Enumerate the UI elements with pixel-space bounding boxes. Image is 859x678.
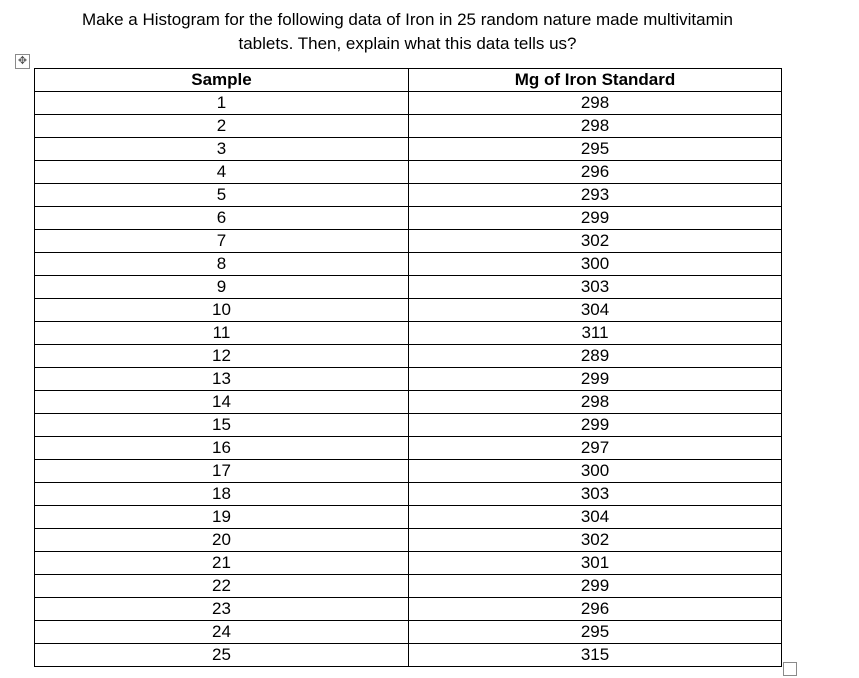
iron-value-cell[interactable]: 304 <box>409 506 782 529</box>
iron-value-cell[interactable]: 298 <box>409 391 782 414</box>
table-header-row <box>35 69 782 92</box>
table-row <box>35 161 782 184</box>
table-row <box>35 345 782 368</box>
sample-cell[interactable]: 11 <box>35 322 409 345</box>
sample-cell[interactable]: 14 <box>35 391 409 414</box>
sample-cell[interactable]: 22 <box>35 575 409 598</box>
table-row <box>35 552 782 575</box>
table-row <box>35 253 782 276</box>
iron-value-cell[interactable]: 315 <box>409 644 782 667</box>
table-row <box>35 575 782 598</box>
iron-value-cell[interactable]: 293 <box>409 184 782 207</box>
sample-cell[interactable]: 12 <box>35 345 409 368</box>
table-resize-icon[interactable] <box>783 662 797 676</box>
table-row <box>35 115 782 138</box>
table-row <box>35 644 782 667</box>
question-prompt <box>34 8 781 56</box>
iron-value-cell[interactable]: 296 <box>409 598 782 621</box>
iron-value-cell[interactable]: 295 <box>409 138 782 161</box>
sample-cell[interactable]: 9 <box>35 276 409 299</box>
sample-cell[interactable]: 18 <box>35 483 409 506</box>
iron-value-cell[interactable]: 299 <box>409 368 782 391</box>
iron-value-cell[interactable]: 299 <box>409 575 782 598</box>
sample-cell[interactable]: 20 <box>35 529 409 552</box>
iron-value-cell[interactable]: 299 <box>409 414 782 437</box>
table-row <box>35 621 782 644</box>
table-row <box>35 184 782 207</box>
sample-cell[interactable]: 19 <box>35 506 409 529</box>
table-row <box>35 506 782 529</box>
table-row <box>35 437 782 460</box>
table-row <box>35 207 782 230</box>
table-row <box>35 391 782 414</box>
iron-value-cell[interactable]: 298 <box>409 115 782 138</box>
iron-value-cell[interactable]: 297 <box>409 437 782 460</box>
iron-value-cell[interactable]: 298 <box>409 92 782 115</box>
table-row <box>35 483 782 506</box>
sample-cell[interactable]: 13 <box>35 368 409 391</box>
sample-cell[interactable]: 7 <box>35 230 409 253</box>
table-row <box>35 92 782 115</box>
sample-column-header[interactable]: Sample <box>35 69 409 92</box>
prompt-line-2: tablets. Then, explain what this data tells us? <box>238 34 577 53</box>
iron-data-table <box>34 68 782 667</box>
iron-value-cell[interactable]: 302 <box>409 230 782 253</box>
sample-cell[interactable]: 10 <box>35 299 409 322</box>
iron-value-cell[interactable]: 311 <box>409 322 782 345</box>
iron-value-cell[interactable]: 301 <box>409 552 782 575</box>
sample-cell[interactable]: 16 <box>35 437 409 460</box>
table-row <box>35 230 782 253</box>
table-row <box>35 460 782 483</box>
table-row <box>35 368 782 391</box>
table-row <box>35 138 782 161</box>
sample-cell[interactable]: 6 <box>35 207 409 230</box>
prompt-line-1: Make a Histogram for the following data of Iron in 25 random nature made multivitamin <box>81 10 734 29</box>
sample-cell[interactable]: 2 <box>35 115 409 138</box>
sample-cell[interactable]: 8 <box>35 253 409 276</box>
iron-value-cell[interactable]: 300 <box>409 460 782 483</box>
iron-value-cell[interactable]: 289 <box>409 345 782 368</box>
iron-value-cell[interactable]: 300 <box>409 253 782 276</box>
sample-cell[interactable]: 5 <box>35 184 409 207</box>
iron-value-cell[interactable]: 302 <box>409 529 782 552</box>
table-row <box>35 414 782 437</box>
iron-value-cell[interactable]: 304 <box>409 299 782 322</box>
table-row <box>35 276 782 299</box>
sample-cell[interactable]: 4 <box>35 161 409 184</box>
iron-value-cell[interactable]: 296 <box>409 161 782 184</box>
table-row <box>35 529 782 552</box>
sample-cell[interactable]: 23 <box>35 598 409 621</box>
table-row <box>35 322 782 345</box>
iron-column-header[interactable]: Mg of Iron Standard <box>409 69 782 92</box>
sample-cell[interactable]: 3 <box>35 138 409 161</box>
sample-cell[interactable]: 21 <box>35 552 409 575</box>
iron-value-cell[interactable]: 303 <box>409 276 782 299</box>
table-row <box>35 299 782 322</box>
table-move-icon[interactable]: ✥ <box>15 54 30 69</box>
iron-value-cell[interactable]: 295 <box>409 621 782 644</box>
sample-cell[interactable]: 17 <box>35 460 409 483</box>
iron-value-cell[interactable]: 299 <box>409 207 782 230</box>
sample-cell[interactable]: 15 <box>35 414 409 437</box>
table-row <box>35 598 782 621</box>
sample-cell[interactable]: 1 <box>35 92 409 115</box>
sample-cell[interactable]: 24 <box>35 621 409 644</box>
iron-value-cell[interactable]: 303 <box>409 483 782 506</box>
sample-cell[interactable]: 25 <box>35 644 409 667</box>
